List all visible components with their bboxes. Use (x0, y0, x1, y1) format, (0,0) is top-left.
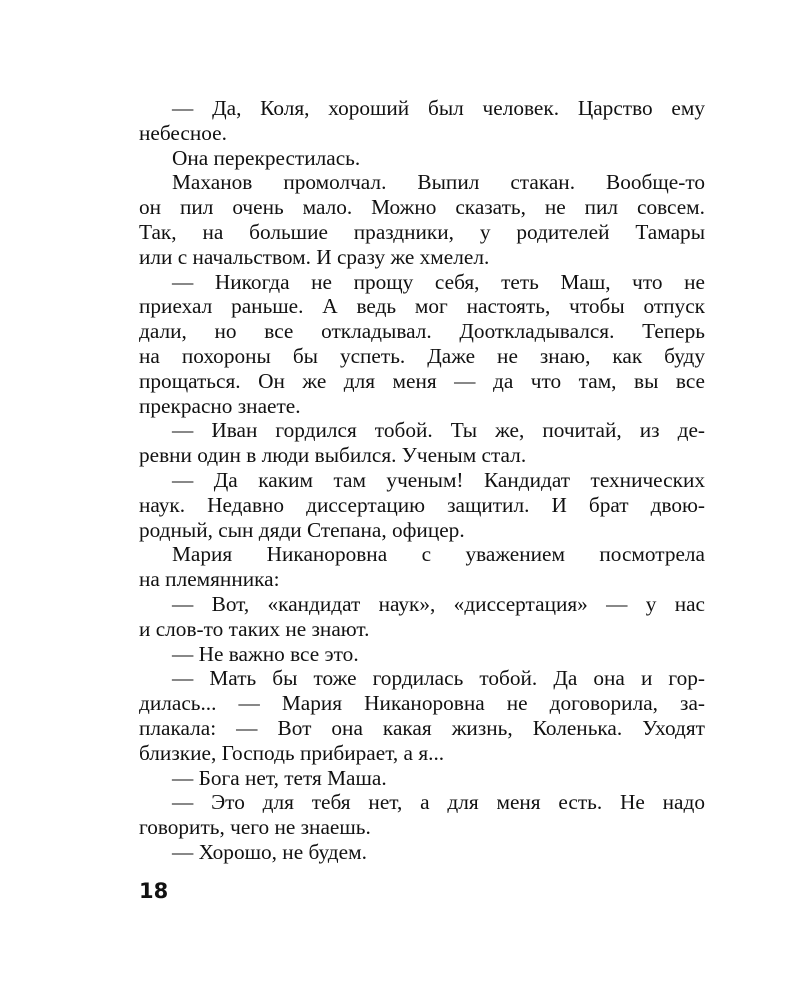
text-line: или с начальством. И сразу же хмелел. (139, 244, 490, 269)
text-line: — Иван гордился тобой. Ты же, почитай, из де- (172, 418, 705, 443)
text-line: плакала: — Вот она какая жизнь, Коленька. Уходят (139, 715, 705, 740)
text-line: — Мать бы тоже гордилась тобой. Да она и гор- (172, 666, 705, 691)
text-line: — Вот, «кандидат наук», «диссертация» — у нас (172, 591, 705, 616)
text-line: родный, сын дяди Степана, офицер. (139, 517, 465, 542)
text-line: — Это для тебя нет, а для меня есть. Не надо (172, 790, 705, 815)
text-line: Она перекрестилась. (172, 145, 361, 170)
text-line: — Да, Коля, хороший был человек. Царство ему (172, 96, 705, 120)
text-line: дилась... — Мария Никаноровна не договорила, за- (139, 691, 705, 716)
text-line: на племянника: (139, 567, 280, 592)
text-line: прощаться. Он же для меня — да что там, вы все (139, 368, 705, 393)
text-line: и слов-то таких не знают. (139, 616, 370, 641)
text-line: — Хорошо, не будем. (172, 839, 367, 864)
text-line: приехал раньше. А ведь мог настоять, чтобы отпуск (139, 294, 705, 319)
text-line: говорить, чего не знаешь. (139, 815, 371, 840)
text-line: прекрасно знаете. (139, 393, 301, 418)
text-line: — Никогда не прощу себя, теть Маш, что не (172, 269, 705, 294)
text-line: — Да каким там ученым! Кандидат технических (172, 467, 705, 492)
text-line: Маханов промолчал. Выпил стакан. Вообще-то (172, 170, 705, 195)
text-line: Так, на большие праздники, у родителей Тамары (139, 219, 705, 244)
text-line: на похороны бы успеть. Даже не знаю, как буду (139, 343, 705, 368)
text-line: — Не важно все это. (172, 641, 359, 666)
text-line: он пил очень мало. Можно сказать, не пил совсем. (139, 195, 705, 220)
text-line: небесное. (139, 120, 227, 145)
text-line: близкие, Господь прибирает, а я... (139, 740, 445, 765)
text-line: — Бога нет, тетя Маша. (172, 765, 387, 790)
book-page-text (139, 96, 705, 865)
text-line: дали, но все откладывал. Дооткладывался. Теперь (139, 319, 705, 344)
text-line: наук. Недавно диссертацию защитил. И брат двою- (139, 492, 705, 517)
page-number: 18 (139, 879, 169, 903)
text-line: Мария Никаноровна с уважением посмотрела (172, 542, 705, 567)
text-line: ревни один в люди выбился. Ученым стал. (139, 443, 527, 468)
